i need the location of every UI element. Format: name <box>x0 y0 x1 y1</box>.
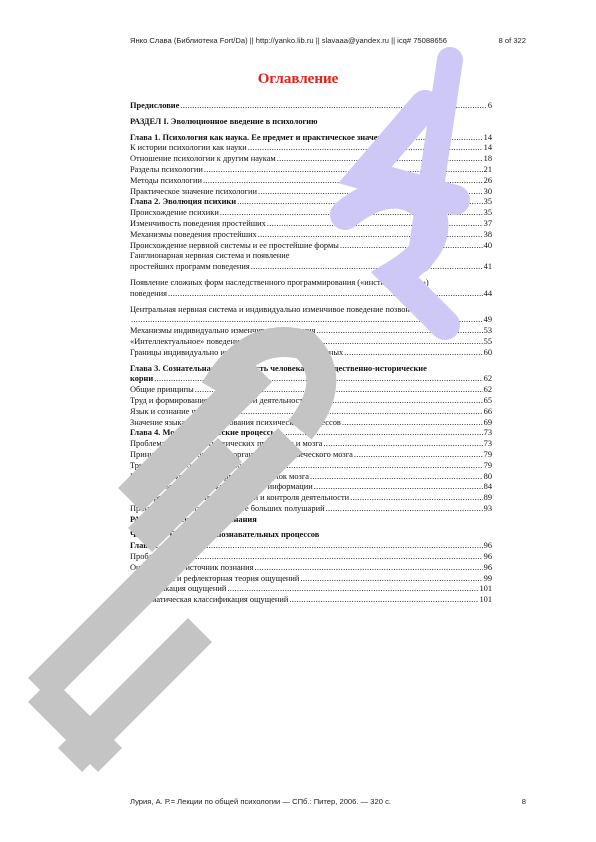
toc-entry-label: Рецепторная и рефлекторная теория ощущений <box>130 573 300 583</box>
toc-entry[interactable] <box>130 219 492 230</box>
toc-entry-label: Механизмы индивидуально изменчивого поведения <box>130 326 316 336</box>
toc-entry-page: 35 <box>483 197 492 207</box>
toc-entry-page: 55 <box>483 336 492 346</box>
toc-entry-label: простейших программ поведения <box>130 262 250 272</box>
header-source: Янко Слава (Библиотека Fort/Da) || http://yanko.lib.ru || slavaaa@yandex.ru || icq# 75088656 <box>130 36 447 45</box>
toc-chapter-4[interactable] <box>130 428 492 439</box>
toc-entry-label: Язык и сознание человека <box>130 406 224 416</box>
toc-chapter-3[interactable] <box>130 374 492 385</box>
toc-entry-label: Механизмы поведения простейших <box>130 229 257 239</box>
toc-entry[interactable] <box>130 241 492 252</box>
toc-entry[interactable] <box>130 472 492 483</box>
toc-chapter-3-title: Глава 3. Сознательная деятельность человека и ее общественно-исторические <box>130 363 427 373</box>
toc-entry-page: 44 <box>483 288 492 298</box>
toc-entry-page: 26 <box>483 175 492 185</box>
section-heading-1: РАЗДЕЛ I. Эволюционное введение в психологию <box>130 116 318 126</box>
footer-citation: Лурия, А. Р.= Лекции по общей психологии — СПб.: Питер, 2006. — 320 с. <box>130 797 391 806</box>
toc-entry-page: 101 <box>479 595 492 605</box>
toc-entry-label: Классификация ощущений <box>130 584 227 594</box>
toc-entry-label: Происхождение психики <box>130 208 219 218</box>
page-title: Оглавление <box>257 71 339 87</box>
toc-entry-page: 65 <box>483 395 492 405</box>
toc-entry[interactable] <box>130 563 492 574</box>
toc-chapter-2[interactable] <box>130 197 492 208</box>
page-header <box>130 36 526 45</box>
toc-entry-label: Три основных «блока» головного мозга <box>130 460 271 470</box>
toc-entry-label: Отношение психологии к другим наукам <box>130 154 276 164</box>
toc-entry-label: Принципы функциональной организации человеческого мозга <box>130 449 353 459</box>
header-page-count: 8 of 322 <box>498 36 526 45</box>
toc-entry[interactable] <box>130 418 492 429</box>
toc-entry-label: «Интеллектуальное» поведение животных <box>130 336 282 346</box>
toc-entry[interactable] <box>130 176 492 187</box>
toc-entry[interactable] <box>130 504 492 515</box>
toc-entry-label: Общие принципы <box>130 385 194 395</box>
table-of-contents <box>130 101 492 606</box>
toc-entry[interactable] <box>130 396 492 407</box>
toc-entry-line: Центральная нервная система и индивидуально изменчивое поведение позвоночных <box>130 304 433 314</box>
toc-entry[interactable] <box>130 154 492 165</box>
toc-entry-label: поведения <box>130 288 167 298</box>
toc-entry-label: Блок приема, переработки и хранения информации <box>130 482 313 492</box>
toc-entry[interactable] <box>130 439 492 450</box>
toc-entry[interactable] <box>130 187 492 198</box>
page-footer <box>130 797 526 806</box>
toc-entry-line: Появление сложных форм наследственного программирования («инстинктивного») <box>130 277 429 287</box>
toc-entry-page: 73 <box>483 428 492 438</box>
toc-entry[interactable] <box>130 461 492 472</box>
toc-entry-page: 6 <box>487 101 492 110</box>
toc-entry-page: 38 <box>483 229 492 239</box>
toc-entry-label: К истории психологии как науки <box>130 143 247 153</box>
toc-entry-page: 62 <box>483 374 492 384</box>
toc-entry-page: 49 <box>483 315 492 325</box>
toc-entry[interactable] <box>130 230 492 241</box>
footer-page-number: 8 <box>521 797 526 806</box>
toc-entry-page: 60 <box>483 347 492 357</box>
toc-entry-label: Практическое значение психологии <box>130 186 257 196</box>
toc-chapter-3-items <box>130 385 492 428</box>
toc-entry-preface[interactable] <box>130 101 492 112</box>
toc-entry-page: 96 <box>483 562 492 572</box>
toc-chapter-1[interactable] <box>130 133 492 144</box>
toc-entry-label: Методы психологии <box>130 175 202 185</box>
toc-entry-page: 84 <box>483 482 492 492</box>
toc-entry-page: 18 <box>483 154 492 164</box>
toc-entry-page: 80 <box>483 471 492 481</box>
toc-entry-page: 69 <box>483 417 492 427</box>
toc-entry[interactable] <box>130 584 492 595</box>
toc-entry-page: 53 <box>483 326 492 336</box>
part-heading-1: ЧАСТЬ 1. Психология познавательных процессов <box>130 530 320 540</box>
toc-entry-label: Проблема <box>130 552 166 562</box>
toc-entry-label: Ощущение как источник познания <box>130 562 254 572</box>
toc-entry-page: 35 <box>483 208 492 218</box>
toc-entry-label: Труд и формирование сознательной деятельности <box>130 395 308 405</box>
toc-entry-label: Блок программирования, регуляции и контроля деятельности <box>130 493 350 503</box>
toc-entry[interactable] <box>130 385 492 396</box>
toc-entry-page: 37 <box>483 218 492 228</box>
toc-entry-label: Глава 4. Мозг и психические процессы <box>130 428 278 438</box>
toc-entry-label: Границы индивидуально изменчивого поведения животных <box>130 347 344 357</box>
toc-entry[interactable] <box>130 595 492 606</box>
toc-part1-chapter-1[interactable] <box>130 541 492 552</box>
toc-entry[interactable] <box>130 450 492 461</box>
toc-chapter-4-items <box>130 439 492 515</box>
toc-entry-label: Разделы психологии <box>130 164 203 174</box>
toc-entry-label: корни <box>130 374 154 384</box>
toc-entry-page: 79 <box>483 449 492 459</box>
toc-chapter-2-items <box>130 208 492 358</box>
toc-entry[interactable] <box>130 165 492 176</box>
toc-entry-page: 30 <box>483 186 492 196</box>
toc-entry-page: 89 <box>483 493 492 503</box>
toc-entry[interactable] <box>130 493 492 504</box>
toc-entry[interactable] <box>130 208 492 219</box>
toc-entry-label: Изменчивость поведения простейших <box>130 218 266 228</box>
toc-entry-page: 14 <box>483 143 492 153</box>
toc-entry-page: 66 <box>483 406 492 416</box>
toc-entry-page: 96 <box>483 541 492 551</box>
toc-entry[interactable] <box>130 407 492 418</box>
toc-part1-chapter-1-items <box>130 552 492 606</box>
toc-entry[interactable] <box>130 315 492 326</box>
toc-entry[interactable] <box>130 552 492 563</box>
toc-entry-label: Происхождение нервной системы и ее простейшие формы <box>130 240 339 250</box>
toc-entry-label: Проблема отношения психических процессов и мозга <box>130 439 323 449</box>
toc-entry-page: 73 <box>483 439 492 449</box>
toc-entry-page: 99 <box>483 573 492 583</box>
toc-entry-page: 62 <box>483 385 492 395</box>
toc-entry-label: Глава 1. Ощущения <box>130 541 206 551</box>
toc-entry-line: Ганглионарная нервная система и появление <box>130 251 290 261</box>
toc-entry-page: 93 <box>483 503 492 513</box>
toc-entry[interactable] <box>130 289 492 300</box>
toc-chapter-1-items <box>130 143 492 197</box>
toc-entry-label: Принцип латерализации в работе больших полушарий <box>130 503 325 513</box>
toc-entry-label: Блок тонуса коры, или энергетический блок мозга <box>130 471 310 481</box>
toc-entry-page: 14 <box>483 132 492 142</box>
toc-entry-label: Систематическая классификация ощущений <box>130 595 289 605</box>
toc-entry-page: 40 <box>483 240 492 250</box>
toc-entry[interactable] <box>130 574 492 585</box>
toc-entry[interactable] <box>130 348 492 359</box>
toc-entry-page: 21 <box>483 164 492 174</box>
toc-entry-page: 79 <box>483 460 492 470</box>
toc-entry-page: 96 <box>483 552 492 562</box>
toc-entry-label: Предисловие <box>130 101 180 110</box>
toc-entry-page: 41 <box>483 262 492 272</box>
toc-entry[interactable] <box>130 326 492 337</box>
toc-entry-page: 101 <box>479 584 492 594</box>
toc-entry[interactable] <box>130 262 492 273</box>
toc-entry-label: Значение языка для формирования психических процессов <box>130 417 341 427</box>
toc-entry[interactable] <box>130 482 492 493</box>
toc-entry-label: Глава 1. Психология как наука. Ее предмет и практическое значение <box>130 132 391 142</box>
toc-entry[interactable] <box>130 143 492 154</box>
toc-entry[interactable] <box>130 337 492 348</box>
section-heading-2: РАЗДЕЛ II. Психология познания <box>130 514 257 524</box>
toc-entry-label: Глава 2. Эволюция психики <box>130 197 237 207</box>
